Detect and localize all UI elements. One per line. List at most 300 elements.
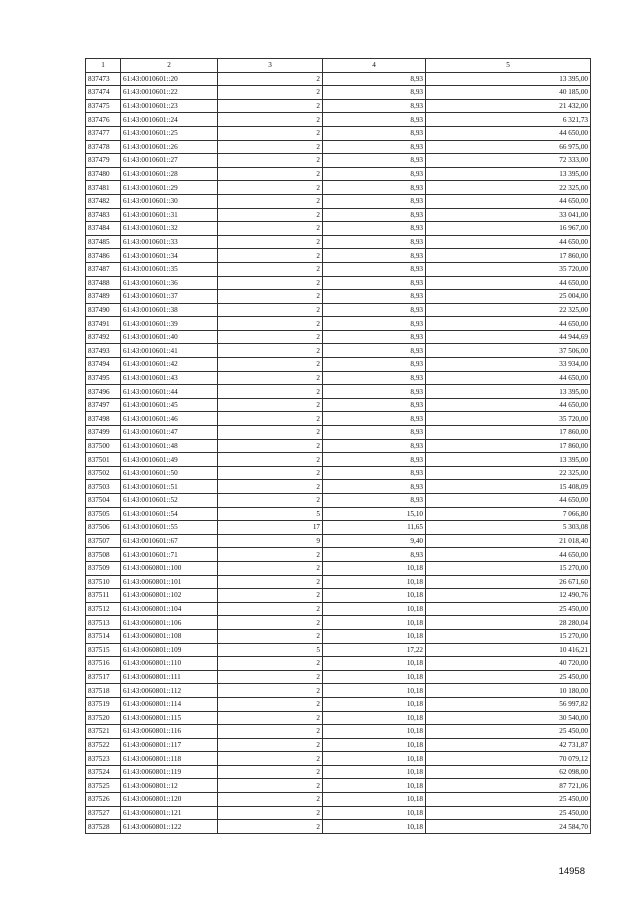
table-cell-col-2: 61:43:0010601::71 [121, 548, 218, 562]
table-cell-col-5: 33 041,00 [426, 208, 591, 222]
table-cell-col-4: 10,18 [323, 602, 426, 616]
table-cell-col-2: 61:43:0060801::121 [121, 806, 218, 820]
table-row [86, 398, 591, 412]
table-row [86, 126, 591, 140]
table-cell-col-4: 8,93 [323, 167, 426, 181]
table-cell-col-1: 837522 [86, 738, 121, 752]
table-cell-col-5: 21 018,40 [426, 534, 591, 548]
table-row [86, 725, 591, 739]
table-cell-col-4: 8,93 [323, 426, 426, 440]
table-cell-col-2: 61:43:0010601::45 [121, 398, 218, 412]
table-row [86, 385, 591, 399]
table-cell-col-3: 2 [218, 126, 323, 140]
table-cell-col-4: 10,18 [323, 779, 426, 793]
table-cell-col-2: 61:43:0060801::109 [121, 643, 218, 657]
table-cell-col-3: 17 [218, 521, 323, 535]
table-cell-col-4: 11,65 [323, 521, 426, 535]
table-cell-col-4: 8,93 [323, 290, 426, 304]
table-row [86, 99, 591, 113]
table-cell-col-2: 61:43:0060801::115 [121, 711, 218, 725]
table-cell-col-2: 61:43:0060801::104 [121, 602, 218, 616]
table-cell-col-1: 837479 [86, 154, 121, 168]
table-cell-col-3: 2 [218, 670, 323, 684]
table-cell-col-5: 44 650,00 [426, 276, 591, 290]
table-cell-col-1: 837526 [86, 793, 121, 807]
table-cell-col-3: 2 [218, 589, 323, 603]
table-cell-col-1: 837496 [86, 385, 121, 399]
table-cell-col-4: 8,93 [323, 330, 426, 344]
table-cell-col-2: 61:43:0010601::25 [121, 126, 218, 140]
column-header-2: 2 [121, 59, 218, 73]
table-cell-col-2: 61:43:0010601::49 [121, 453, 218, 467]
table-row [86, 194, 591, 208]
table-cell-col-1: 837504 [86, 494, 121, 508]
table-cell-col-3: 5 [218, 643, 323, 657]
table-cell-col-5: 17 860,00 [426, 426, 591, 440]
table-cell-col-3: 9 [218, 534, 323, 548]
table-cell-col-2: 61:43:0060801::120 [121, 793, 218, 807]
table-cell-col-5: 70 079,12 [426, 752, 591, 766]
table-cell-col-1: 837514 [86, 629, 121, 643]
table-cell-col-5: 37 506,00 [426, 344, 591, 358]
table-cell-col-2: 61:43:0010601::29 [121, 181, 218, 195]
table-row [86, 779, 591, 793]
table-cell-col-4: 10,18 [323, 738, 426, 752]
table-header-row [86, 59, 591, 73]
table-cell-col-1: 837499 [86, 426, 121, 440]
table-cell-col-1: 837501 [86, 453, 121, 467]
column-header-1: 1 [86, 59, 121, 73]
table-cell-col-2: 61:43:0060801::112 [121, 684, 218, 698]
table-cell-col-3: 2 [218, 385, 323, 399]
table-cell-col-2: 61:43:0010601::24 [121, 113, 218, 127]
table-cell-col-3: 2 [218, 439, 323, 453]
table-cell-col-5: 40 185,00 [426, 86, 591, 100]
table-cell-col-4: 8,93 [323, 548, 426, 562]
table-cell-col-4: 10,18 [323, 589, 426, 603]
table-cell-col-5: 10 180,00 [426, 684, 591, 698]
table-row [86, 480, 591, 494]
table-cell-col-4: 8,93 [323, 303, 426, 317]
table-cell-col-5: 13 395,00 [426, 385, 591, 399]
table-cell-col-3: 2 [218, 344, 323, 358]
table-cell-col-1: 837475 [86, 99, 121, 113]
table-cell-col-2: 61:43:0010601::35 [121, 262, 218, 276]
table-cell-col-5: 22 325,00 [426, 466, 591, 480]
table-cell-col-1: 837523 [86, 752, 121, 766]
table-cell-col-3: 2 [218, 725, 323, 739]
table-cell-col-1: 837518 [86, 684, 121, 698]
table-cell-col-5: 44 650,00 [426, 194, 591, 208]
table-cell-col-2: 61:43:0010601::54 [121, 507, 218, 521]
column-header-3: 3 [218, 59, 323, 73]
table-cell-col-4: 8,93 [323, 249, 426, 263]
table-cell-col-4: 8,93 [323, 126, 426, 140]
table-cell-col-2: 61:43:0060801::116 [121, 725, 218, 739]
table-cell-col-4: 8,93 [323, 113, 426, 127]
table-cell-col-3: 2 [218, 235, 323, 249]
table-cell-col-1: 837524 [86, 765, 121, 779]
table-cell-col-3: 2 [218, 398, 323, 412]
table-cell-col-3: 2 [218, 262, 323, 276]
table-cell-col-4: 10,18 [323, 561, 426, 575]
table-cell-col-4: 8,93 [323, 154, 426, 168]
table-cell-col-5: 33 934,00 [426, 358, 591, 372]
table-cell-col-1: 837481 [86, 181, 121, 195]
table-cell-col-5: 44 650,00 [426, 317, 591, 331]
table-cell-col-1: 837527 [86, 806, 121, 820]
table-cell-col-1: 837498 [86, 412, 121, 426]
table-cell-col-1: 837487 [86, 262, 121, 276]
table-row [86, 276, 591, 290]
table-cell-col-1: 837517 [86, 670, 121, 684]
table-row [86, 439, 591, 453]
table-cell-col-1: 837474 [86, 86, 121, 100]
table-cell-col-2: 61:43:0010601::43 [121, 371, 218, 385]
table-cell-col-2: 61:43:0010601::39 [121, 317, 218, 331]
table-cell-col-2: 61:43:0010601::42 [121, 358, 218, 372]
table-row [86, 521, 591, 535]
table-cell-col-1: 837525 [86, 779, 121, 793]
table-row [86, 589, 591, 603]
table-cell-col-5: 30 540,00 [426, 711, 591, 725]
table-cell-col-2: 61:43:0060801::111 [121, 670, 218, 684]
table-cell-col-1: 837482 [86, 194, 121, 208]
table-row [86, 222, 591, 236]
table-cell-col-3: 2 [218, 371, 323, 385]
table-cell-col-1: 837477 [86, 126, 121, 140]
table-cell-col-5: 40 720,00 [426, 657, 591, 671]
table-cell-col-3: 2 [218, 208, 323, 222]
table-cell-col-3: 2 [218, 99, 323, 113]
table-cell-col-4: 8,93 [323, 140, 426, 154]
table-row [86, 249, 591, 263]
table-cell-col-4: 10,18 [323, 697, 426, 711]
table-cell-col-3: 2 [218, 222, 323, 236]
table-cell-col-5: 13 395,00 [426, 72, 591, 86]
table-cell-col-3: 2 [218, 602, 323, 616]
table-cell-col-1: 837511 [86, 589, 121, 603]
table-cell-col-2: 61:43:0060801::117 [121, 738, 218, 752]
table-row [86, 453, 591, 467]
table-cell-col-4: 15,10 [323, 507, 426, 521]
table-cell-col-1: 837490 [86, 303, 121, 317]
table-cell-col-3: 2 [218, 426, 323, 440]
table-cell-col-1: 837509 [86, 561, 121, 575]
table-cell-col-2: 61:43:0060801::102 [121, 589, 218, 603]
table-cell-col-4: 8,93 [323, 385, 426, 399]
table-cell-col-2: 61:43:0010601::20 [121, 72, 218, 86]
table-cell-col-3: 2 [218, 167, 323, 181]
table-cell-col-2: 61:43:0060801::119 [121, 765, 218, 779]
table-cell-col-5: 35 720,00 [426, 262, 591, 276]
table-cell-col-5: 72 333,00 [426, 154, 591, 168]
table-cell-col-4: 8,93 [323, 317, 426, 331]
table-cell-col-5: 15 408,09 [426, 480, 591, 494]
table-cell-col-4: 10,18 [323, 629, 426, 643]
table-cell-col-3: 2 [218, 548, 323, 562]
table-cell-col-2: 61:43:0060801::100 [121, 561, 218, 575]
table-cell-col-3: 2 [218, 181, 323, 195]
table-cell-col-1: 837528 [86, 820, 121, 834]
table-cell-col-5: 44 944,69 [426, 330, 591, 344]
table-row [86, 494, 591, 508]
table-cell-col-5: 35 720,00 [426, 412, 591, 426]
table-row [86, 684, 591, 698]
table-cell-col-5: 44 650,00 [426, 371, 591, 385]
table-row [86, 806, 591, 820]
table-cell-col-5: 66 975,00 [426, 140, 591, 154]
table-row [86, 561, 591, 575]
table-cell-col-1: 837491 [86, 317, 121, 331]
table-cell-col-1: 837500 [86, 439, 121, 453]
table-cell-col-5: 25 004,00 [426, 290, 591, 304]
table-cell-col-3: 2 [218, 806, 323, 820]
column-header-5: 5 [426, 59, 591, 73]
table-cell-col-4: 8,93 [323, 453, 426, 467]
table-cell-col-2: 61:43:0010601::48 [121, 439, 218, 453]
table-cell-col-2: 61:43:0060801::101 [121, 575, 218, 589]
table-row [86, 765, 591, 779]
table-row [86, 738, 591, 752]
page-number: 14958 [558, 866, 585, 877]
table-cell-col-2: 61:43:0010601::28 [121, 167, 218, 181]
table-cell-col-3: 2 [218, 358, 323, 372]
table-cell-col-3: 2 [218, 752, 323, 766]
table-cell-col-1: 837493 [86, 344, 121, 358]
table-cell-col-3: 2 [218, 330, 323, 344]
table-cell-col-2: 61:43:0010601::34 [121, 249, 218, 263]
table-cell-col-5: 62 098,00 [426, 765, 591, 779]
table-cell-col-1: 837508 [86, 548, 121, 562]
column-header-4: 4 [323, 59, 426, 73]
table-cell-col-1: 837497 [86, 398, 121, 412]
table-cell-col-5: 13 395,00 [426, 167, 591, 181]
table-cell-col-1: 837488 [86, 276, 121, 290]
table-cell-col-5: 7 066,80 [426, 507, 591, 521]
table-cell-col-5: 44 650,00 [426, 494, 591, 508]
table-row [86, 317, 591, 331]
table-cell-col-5: 25 450,00 [426, 725, 591, 739]
table-cell-col-4: 10,18 [323, 711, 426, 725]
table-cell-col-4: 8,93 [323, 494, 426, 508]
table-cell-col-4: 8,93 [323, 235, 426, 249]
table-cell-col-5: 28 280,04 [426, 616, 591, 630]
table-cell-col-4: 8,93 [323, 480, 426, 494]
table-row [86, 629, 591, 643]
table-cell-col-2: 61:43:0010601::40 [121, 330, 218, 344]
table-cell-col-2: 61:43:0010601::55 [121, 521, 218, 535]
table-cell-col-5: 44 650,00 [426, 235, 591, 249]
table-cell-col-1: 837519 [86, 697, 121, 711]
table-cell-col-5: 56 997,82 [426, 697, 591, 711]
table-cell-col-4: 8,93 [323, 208, 426, 222]
table-cell-col-3: 2 [218, 453, 323, 467]
table-row [86, 507, 591, 521]
table-cell-col-4: 8,93 [323, 276, 426, 290]
table-cell-col-3: 2 [218, 290, 323, 304]
table-cell-col-3: 2 [218, 575, 323, 589]
table-row [86, 235, 591, 249]
table-cell-col-1: 837483 [86, 208, 121, 222]
table-cell-col-4: 10,18 [323, 725, 426, 739]
table-cell-col-1: 837512 [86, 602, 121, 616]
table-cell-col-5: 22 325,00 [426, 181, 591, 195]
table-cell-col-4: 8,93 [323, 398, 426, 412]
table-cell-col-4: 10,18 [323, 793, 426, 807]
table-cell-col-1: 837513 [86, 616, 121, 630]
table-cell-col-5: 17 860,00 [426, 249, 591, 263]
table-cell-col-2: 61:43:0010601::23 [121, 99, 218, 113]
table-cell-col-4: 8,93 [323, 439, 426, 453]
table-cell-col-2: 61:43:0060801::108 [121, 629, 218, 643]
table-cell-col-4: 10,18 [323, 752, 426, 766]
table-cell-col-5: 17 860,00 [426, 439, 591, 453]
table-cell-col-5: 25 450,00 [426, 806, 591, 820]
table-cell-col-4: 8,93 [323, 466, 426, 480]
table-cell-col-4: 8,93 [323, 181, 426, 195]
table-cell-col-5: 13 395,00 [426, 453, 591, 467]
table-cell-col-3: 2 [218, 697, 323, 711]
table-cell-col-3: 5 [218, 507, 323, 521]
table-row [86, 752, 591, 766]
table-cell-col-5: 22 325,00 [426, 303, 591, 317]
table-cell-col-4: 10,18 [323, 657, 426, 671]
table-cell-col-4: 8,93 [323, 412, 426, 426]
table-cell-col-2: 61:43:0010601::26 [121, 140, 218, 154]
table-cell-col-2: 61:43:0010601::22 [121, 86, 218, 100]
table-row [86, 208, 591, 222]
table-row [86, 371, 591, 385]
table-cell-col-5: 42 731,87 [426, 738, 591, 752]
table-row [86, 167, 591, 181]
table-cell-col-1: 837520 [86, 711, 121, 725]
table-cell-col-1: 837473 [86, 72, 121, 86]
table-row [86, 426, 591, 440]
table-cell-col-5: 25 450,00 [426, 602, 591, 616]
table-cell-col-3: 2 [218, 779, 323, 793]
table-cell-col-2: 61:43:0010601::37 [121, 290, 218, 304]
table-cell-col-5: 10 416,21 [426, 643, 591, 657]
table-cell-col-1: 837485 [86, 235, 121, 249]
table-row [86, 793, 591, 807]
table-cell-col-5: 21 432,00 [426, 99, 591, 113]
table-cell-col-2: 61:43:0060801::122 [121, 820, 218, 834]
table-cell-col-5: 5 303,08 [426, 521, 591, 535]
table-cell-col-5: 25 450,00 [426, 670, 591, 684]
table-cell-col-4: 8,93 [323, 344, 426, 358]
table-cell-col-1: 837480 [86, 167, 121, 181]
table-cell-col-4: 8,93 [323, 86, 426, 100]
table-row [86, 643, 591, 657]
table-row [86, 534, 591, 548]
table-cell-col-5: 16 967,00 [426, 222, 591, 236]
table-cell-col-2: 61:43:0010601::52 [121, 494, 218, 508]
table-cell-col-3: 2 [218, 711, 323, 725]
table-cell-col-5: 15 270,00 [426, 561, 591, 575]
table-cell-col-2: 61:43:0010601::46 [121, 412, 218, 426]
table-cell-col-1: 837507 [86, 534, 121, 548]
table-row [86, 412, 591, 426]
table-cell-col-2: 61:43:0060801::110 [121, 657, 218, 671]
table-row [86, 113, 591, 127]
table-cell-col-4: 8,93 [323, 194, 426, 208]
table-cell-col-4: 8,93 [323, 222, 426, 236]
table-cell-col-2: 61:43:0060801::118 [121, 752, 218, 766]
table-cell-col-5: 25 450,00 [426, 793, 591, 807]
table-cell-col-1: 837510 [86, 575, 121, 589]
table-cell-col-2: 61:43:0010601::41 [121, 344, 218, 358]
table-row [86, 697, 591, 711]
table-cell-col-3: 2 [218, 276, 323, 290]
table-cell-col-3: 2 [218, 793, 323, 807]
table-cell-col-3: 2 [218, 303, 323, 317]
table-cell-col-4: 10,18 [323, 765, 426, 779]
table-cell-col-3: 2 [218, 113, 323, 127]
table-cell-col-1: 837492 [86, 330, 121, 344]
table-cell-col-4: 10,18 [323, 820, 426, 834]
table-cell-col-1: 837486 [86, 249, 121, 263]
table-cell-col-1: 837502 [86, 466, 121, 480]
table-cell-col-2: 61:43:0010601::50 [121, 466, 218, 480]
table-cell-col-2: 61:43:0010601::27 [121, 154, 218, 168]
table-cell-col-2: 61:43:0010601::44 [121, 385, 218, 399]
table-row [86, 154, 591, 168]
table-cell-col-3: 2 [218, 412, 323, 426]
table-cell-col-4: 8,93 [323, 358, 426, 372]
table-cell-col-1: 837503 [86, 480, 121, 494]
table-cell-col-2: 61:43:0010601::32 [121, 222, 218, 236]
table-row [86, 140, 591, 154]
table-cell-col-5: 26 671,60 [426, 575, 591, 589]
table-cell-col-1: 837516 [86, 657, 121, 671]
table-cell-col-3: 2 [218, 616, 323, 630]
table-row [86, 86, 591, 100]
table-cell-col-2: 61:43:0010601::30 [121, 194, 218, 208]
table-cell-col-1: 837505 [86, 507, 121, 521]
table-cell-col-3: 2 [218, 249, 323, 263]
table-cell-col-1: 837521 [86, 725, 121, 739]
table-cell-col-1: 837489 [86, 290, 121, 304]
table-cell-col-3: 2 [218, 820, 323, 834]
table-cell-col-3: 2 [218, 86, 323, 100]
table-row [86, 602, 591, 616]
table-cell-col-5: 12 490,76 [426, 589, 591, 603]
table-cell-col-4: 8,93 [323, 72, 426, 86]
table-cell-col-3: 2 [218, 72, 323, 86]
table-cell-col-1: 837495 [86, 371, 121, 385]
table-cell-col-3: 2 [218, 140, 323, 154]
table-row [86, 616, 591, 630]
table-row [86, 330, 591, 344]
land-plot-table [85, 58, 591, 834]
table-cell-col-4: 10,18 [323, 575, 426, 589]
table-cell-col-4: 10,18 [323, 670, 426, 684]
table-cell-col-2: 61:43:0010601::36 [121, 276, 218, 290]
table-row [86, 820, 591, 834]
table-cell-col-2: 61:43:0060801::114 [121, 697, 218, 711]
table-row [86, 303, 591, 317]
table-cell-col-3: 2 [218, 494, 323, 508]
table-row [86, 466, 591, 480]
table-row [86, 262, 591, 276]
table-cell-col-2: 61:43:0060801::12 [121, 779, 218, 793]
table-cell-col-1: 837515 [86, 643, 121, 657]
table-row [86, 344, 591, 358]
table-cell-col-4: 8,93 [323, 99, 426, 113]
table-row [86, 181, 591, 195]
table-cell-col-1: 837478 [86, 140, 121, 154]
